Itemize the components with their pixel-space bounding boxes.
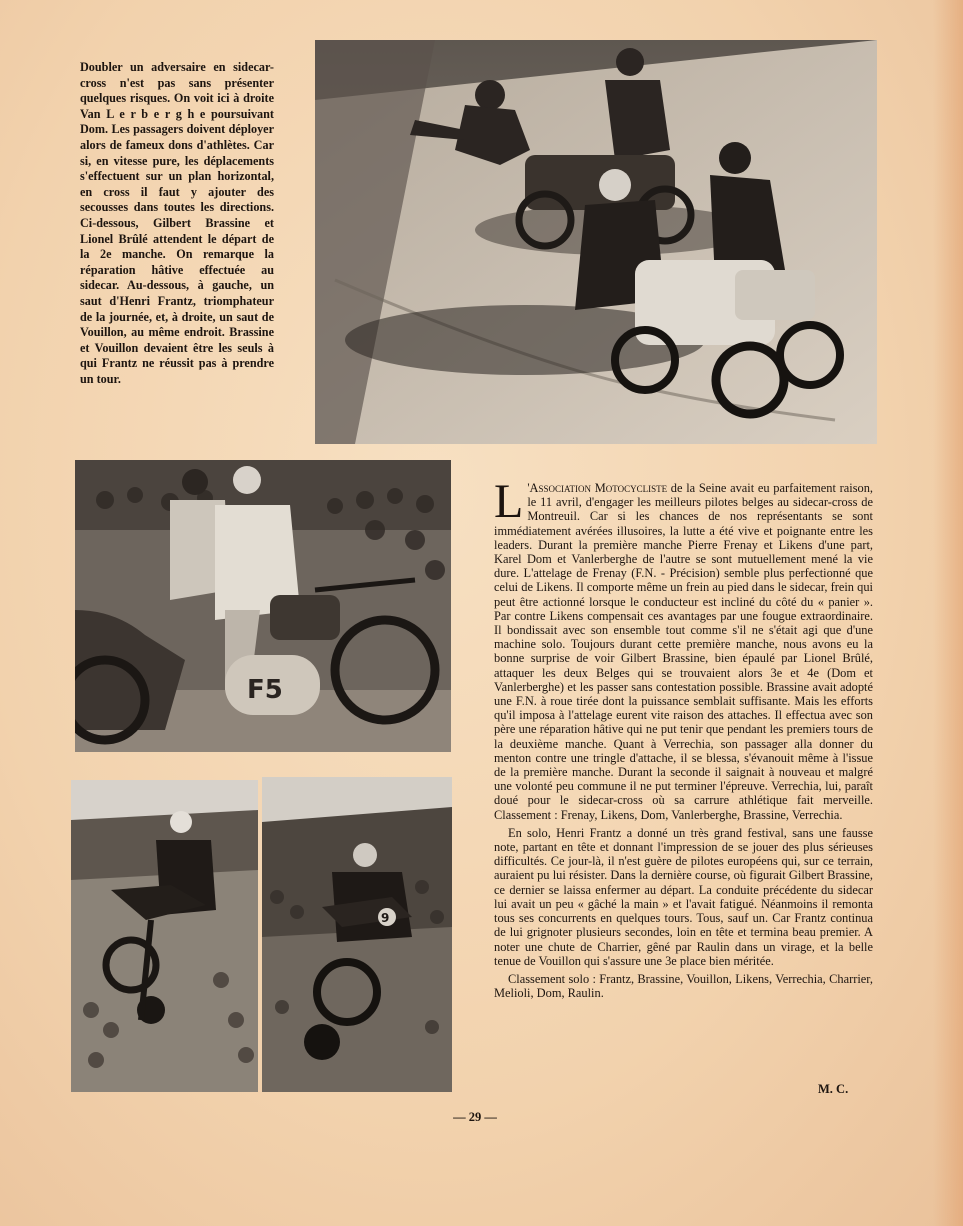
article-paragraph-1: [494, 475, 874, 822]
article-lead: 'Association Motocycliste: [527, 481, 668, 495]
plate-f5: F5: [247, 675, 283, 705]
photo-frantz-jump: [71, 780, 258, 1092]
photo-sidecar-start: [75, 460, 451, 752]
photo-caption: Doubler un adversaire en sidecar-cross n'est pas sans présenter quelques risques. On voit ici à droite Van L e r b e r g h e poursuivant Dom. Les passagers doivent déployer alors de fameux dons d'athlètes. Car si, en vitesse pure, les déplacements s'effectuent sur un plan horizontal, en cross il faut y ajouter des secousses dans toutes les directions. Ci-dessous, Gilbert Brassine et Lionel Brûlé attendent le départ de la 2e manche. On remarque la réparation hâtive effectuée au sidecar. Au-dessous, à gauche, un saut d'Henri Frantz, triomphateur de la journée, et, à droite, un saut de Vouillon, au même endroit. Brassine et Vouillon devaient être les seuls à qui Frantz ne réussit pas à prendre un tour.: [80, 60, 274, 386]
photo-sidecar-race: [315, 40, 877, 444]
article-paragraph-2: En solo, Henri Frantz a donné un très grand festival, sans une fausse note, partant en tête et donnant l'impression de se jouer des plus sérieuses difficultés. Ce jour-là, il n'est guère de pilotes européens qui, sur ce terrain, auraient pu lui résister. Dans la dernière course, où figurait Gilbert Brassine, ce dernier se laissa enfermer au départ. La conduite précédente du sidecar lui avait un peu « gâché la main » et l'avait fatigué. Néanmoins il remonta tous ses concurrents en quelques tours. Tous, sauf un. Car Frantz continua de lui grignoter plusieurs secondes, loin en tête et termina beau premier. A noter une chute de Charrier, gêné par Raulin dans un virage, et la belle tenue de Vouillon qui s'assure une 3e place bien méritée.: [494, 825, 873, 968]
photo-vouillon-jump: [262, 777, 452, 1092]
article-paragraph-1-text: de la Seine avait eu parfaitement raison, le 11 avril, d'engager les meilleurs pilotes belges au sidecar-cross de Montreuil. Car si les chances de nos représentants se sont immédiatement avérées illusoires, la lutte a été vive et poignante entre les leaders. Durant la première manche Pierre Frenay et Likens d'une part, Karel Dom et Vanlerberghe de l'autre se sont mutuellement mené la vie dure. L'attelage de Frenay (F.N. - Précision) semble plus perfectionné que celui de Likens. Il comporte même un frein au pied dans le sidecar, frein qui peut être actionné lorsque le conducteur est incliné du côté du « panier ». Par contre Likens compensait ces avantages par une fougue extraordinaire. Il bondissait avec son ensemble tout comme s'il ne s'était agi que d'une machine solo. Toujours durant cette première manche, nous avons eu la bonne surprise de voir Gilbert Brassine, bien épaulé par Lionel Brûlé, attaquer les deux Belges qui se trouvaient alors 3e et 4e (Dom et Vanlerberghe) et les passer sans contestation possible. Brassine avait adopté une F.N. à roue tirée dont la puissance semblait suffisante. Mais les efforts qu'il imposa à l'attelage eurent vite raison des attaches. Il effectua avec son père une réparation hâtive qui ne put tenir que pendant les premiers tours de la deuxième manche. Quant à Verrechia, son passager alla donner du menton contre une tringle d'attache, il se blessa, s'évanouit même à l'issue de la première manche. Durant la seconde il saignait à nouveau et malgré une volonté peu commune il ne put terminer l'épreuve. Verrechia, lui, paraît doué pour le sidecar-cross où sa carrure athlétique fait merveille. Classement : Frenay, Likens, Dom, Vanlerberghe, Brassine, Verrechia.: [494, 481, 874, 822]
page-edge-tint: [933, 0, 963, 1226]
page-number: — 29 —: [453, 1110, 497, 1124]
author-signature: M. C.: [818, 1082, 849, 1096]
plate-9: 9: [381, 911, 390, 925]
drop-cap: L: [494, 475, 524, 528]
article-body: [494, 475, 874, 1001]
article-paragraph-3: Classement solo : Frantz, Brassine, Vouillon, Likens, Verrechia, Charrier, Melioli, Dom, Raulin.: [494, 971, 873, 1001]
